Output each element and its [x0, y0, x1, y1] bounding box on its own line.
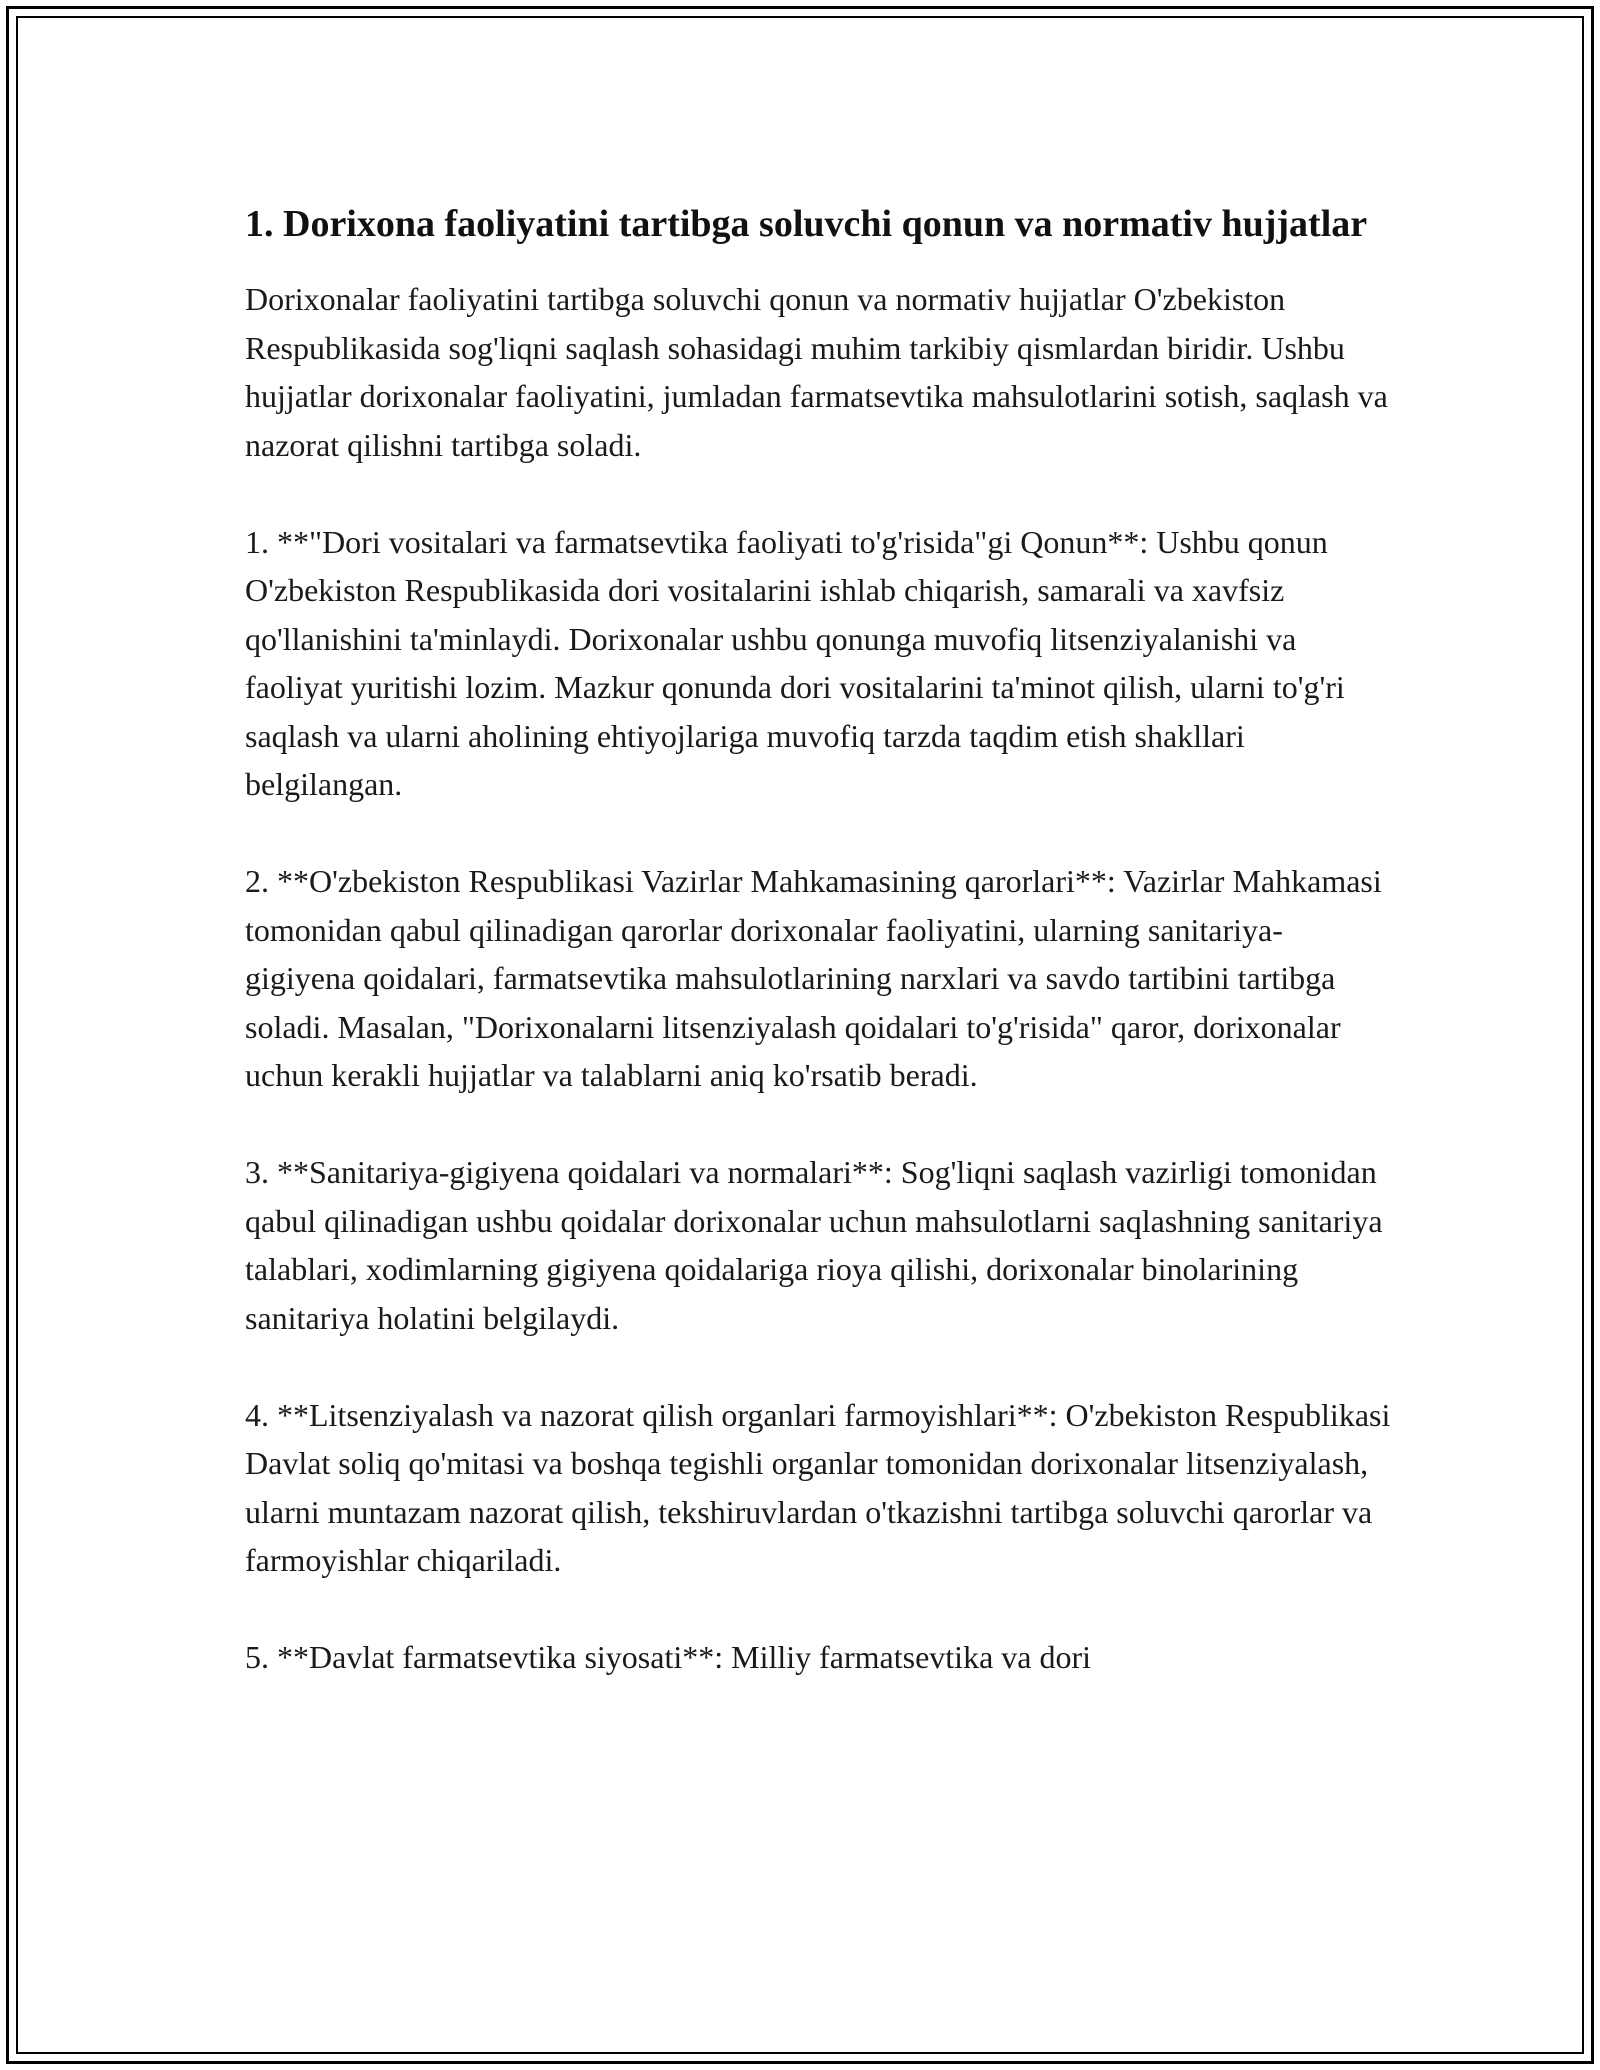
- list-item-1: 1. **"Dori vositalari va farmatsevtika faoliyati to'g'risida"gi Qonun**: Ushbu qonun O'zbekiston Respublikasida dori vositalarini ishlab chiqarish, samarali va xavfsiz qo'llanishini ta'minlaydi. Dorixonalar ushbu qonunga muvofiq litsenziyalanishi va faoliyat yuritishi lozim. Mazkur qonunda dori vositalarini ta'minot qilish, ularni to'g'ri saqlash va ularni aholining ehtiyojlariga muvofiq tarzda taqdim etish shakllari belgilangan.: [245, 523, 1345, 802]
- list-item-2: 2. **O'zbekiston Respublikasi Vazirlar Mahkamasining qarorlari**: Vazirlar Mahkamasi tomonidan qabul qilinadigan qarorlar dorixonalar faoliyatini, ularning sanitariya-gigiyena qoidalari, farmatsevtika mahsulotlarining narxlari va savdo tartibini tartibga soladi. Masalan, "Dorixonalarni litsenziyalash qoidalari to'g'risida" qaror, dorixonalar uchun kerakli hujjatlar va talablarni aniq ko'rsatib beradi.: [245, 863, 1382, 1093]
- document-content: [245, 197, 1391, 1730]
- list-item-3: 3. **Sanitariya-gigiyena qoidalari va normalari**: Sog'liqni saqlash vazirligi tomonidan qabul qilinadigan ushbu qoidalar dorixonalar uchun mahsulotlarni saqlashning sanitariya talablari, xodimlarning gigiyena qoidalariga rioya qilishi, dorixonalar binolarining sanitariya holatini belgilaydi.: [245, 1154, 1383, 1336]
- list-item-4: 4. **Litsenziyalash va nazorat qilish organlari farmoyishlari**: O'zbekiston Respublikasi Davlat soliq qo'mitasi va boshqa tegishli organlar tomonidan dorixonalar litsenziyalash, ularni muntazam nazorat qilish, tekshiruvlardan o'tkazishni tartibga soluvchi qarorlar va farmoyishlar chiqariladi.: [245, 1396, 1391, 1578]
- list-item-5: 5. **Davlat farmatsevtika siyosati**: Milliy farmatsevtika va dori: [245, 1639, 1092, 1675]
- section-title: 1. Dorixona faoliyatini tartibga soluvchi qonun va normativ hujjatlar: [245, 203, 1368, 245]
- page-frame: [6, 6, 1594, 2064]
- intro-paragraph: Dorixonalar faoliyatini tartibga soluvchi qonun va normativ hujjatlar O'zbekiston Respublikasida sog'liqni saqlash sohasidagi muhim tarkibiy qismlardan biridir. Ushbu hujjatlar dorixonalar faoliyatini, jumladan farmatsevtika mahsulotlarini sotish, saqlash va nazorat qilishni tartibga soladi.: [245, 281, 1388, 463]
